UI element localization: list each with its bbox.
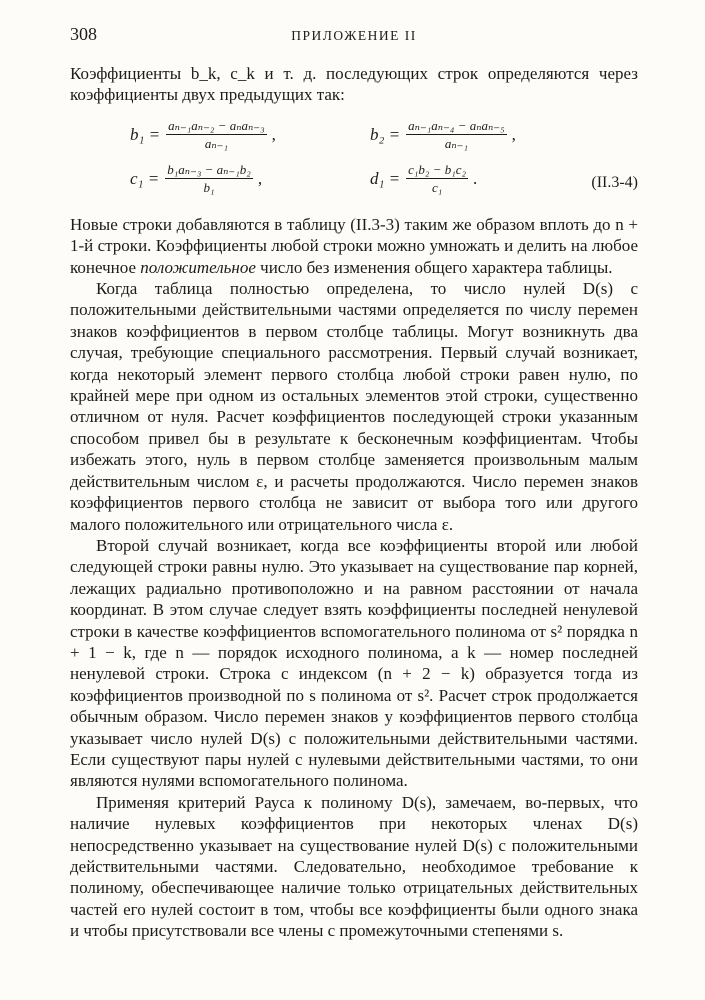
paragraph-intro: Коэффициенты b_k, c_k и т. д. последующих строк определяются через коэффициенты двух предыдущих так: [70, 64, 638, 105]
paragraph-second-case: Второй случай возникает, когда все коэффициенты второй или любой следующей строки равны нулю. Это указывает на существование пар корней, лежащих радиально противоположно и на равном расстоянии от начала координат. В этом случае следует взять коэффициенты последней ненулевой строки в качестве коэффициентов вспомогательного полинома от s² порядка n + 1 − k, где n — порядок исходного полинома, а k — номер последней ненулевой строки. Строка с индексом (n + 2 − k) образуется тогда из коэффициентов производной по s полинома от s². Расчет строк продолжается обычным образом. Число перемен знаков у коэффициентов первого столбца указывает число нулей D(s) с положительными действительными частями. Если существуют пары нулей с нулевыми действительными частями, то они являются нулями вспомогательного полинома. [70, 535, 638, 791]
fraction: $\frac{\text{aₙ₋₁aₙ₋₂ − aₙaₙ₋₃}}{\text{aₙ₋₁}}$ [168, 117, 265, 151]
page-number: 308 [70, 24, 97, 44]
fraction: $\frac{\text{aₙ₋₁aₙ₋₄ − aₙaₙ₋₅}}{\text{aₙ₋₁}}$ [408, 117, 505, 151]
equation-number: (II.3-4) [591, 173, 638, 191]
paragraph-first-case: Когда таблица полностью определена, то число нулей D(s) с положительными действительными частями определяется по числу перемен знаков коэффициентов в первом столбце таблицы. Могут возникнуть два случая, требующие специального рассмотрения. Первый случай возникает, когда некоторый элемент первого столбца любой строки равен нулю, по крайней мере при одном из остальных элементов этой строки, существенно отличном от нуля. Расчет коэффициентов последующей строки указанным способом привел бы в результате к бесконечным коэффициентам. Чтобы избежать этого, нуль в первом столбце заменяется произвольным малым действительным числом ε, и расчеты продолжаются. Число перемен знаков коэффициентов первого столбца не зависит от выбора того или другого малого положительного или отрицательного числа ε. [70, 279, 638, 534]
formula-block [70, 118, 638, 206]
paragraph-routh-criterion: Применяя критерий Рауса к полиному D(s), замечаем, во-первых, что наличие нулевых коэффициентов при некоторых членах D(s) непосредственно указывает на существование нулей D(s) с положительными действительными частями. Следовательно, необходимое требование к полиному, обеспечивающее наличие только отрицательных действительных частей его нулей состоит в том, чтобы все коэффициенты были одного знака и чтобы присутствовали все члены с промежуточными степенями s. [70, 792, 638, 941]
page-header [70, 24, 638, 48]
formula-d1: d₁ = $\frac{\text{c₁b₂ − b₁c₂}}{\text{c₁}}$ . [370, 161, 478, 195]
fraction: $\frac{\text{b₁aₙ₋₃ − aₙ₋₁b₂}}{\text{b₁}}$ [167, 161, 251, 195]
formula-b1: b₁ = $\frac{\text{aₙ₋₁aₙ₋₂ − aₙaₙ₋₃}}{\text{aₙ₋₁}}$ , [130, 117, 276, 151]
formula-b2: b₂ = $\frac{\text{aₙ₋₁aₙ₋₄ − aₙaₙ₋₅}}{\text{aₙ₋₁}}$ , [370, 117, 516, 151]
page-body [70, 63, 638, 942]
formula-c1: c₁ = $\frac{\text{b₁aₙ₋₃ − aₙ₋₁b₂}}{\text{b₁}}$ , [130, 161, 263, 195]
fraction: $\frac{\text{c₁b₂ − b₁c₂}}{\text{c₁}}$ [408, 161, 467, 195]
running-title: ПРИЛОЖЕНИЕ II [291, 28, 417, 43]
paragraph-new-rows: Новые строки добавляются в таблицу (II.3-3) таким же образом вплоть до n + 1-й строки. Коэффициенты любой строки можно умножать и делить на любое конечное положительное число без изменения общего характера таблицы. [70, 214, 638, 277]
